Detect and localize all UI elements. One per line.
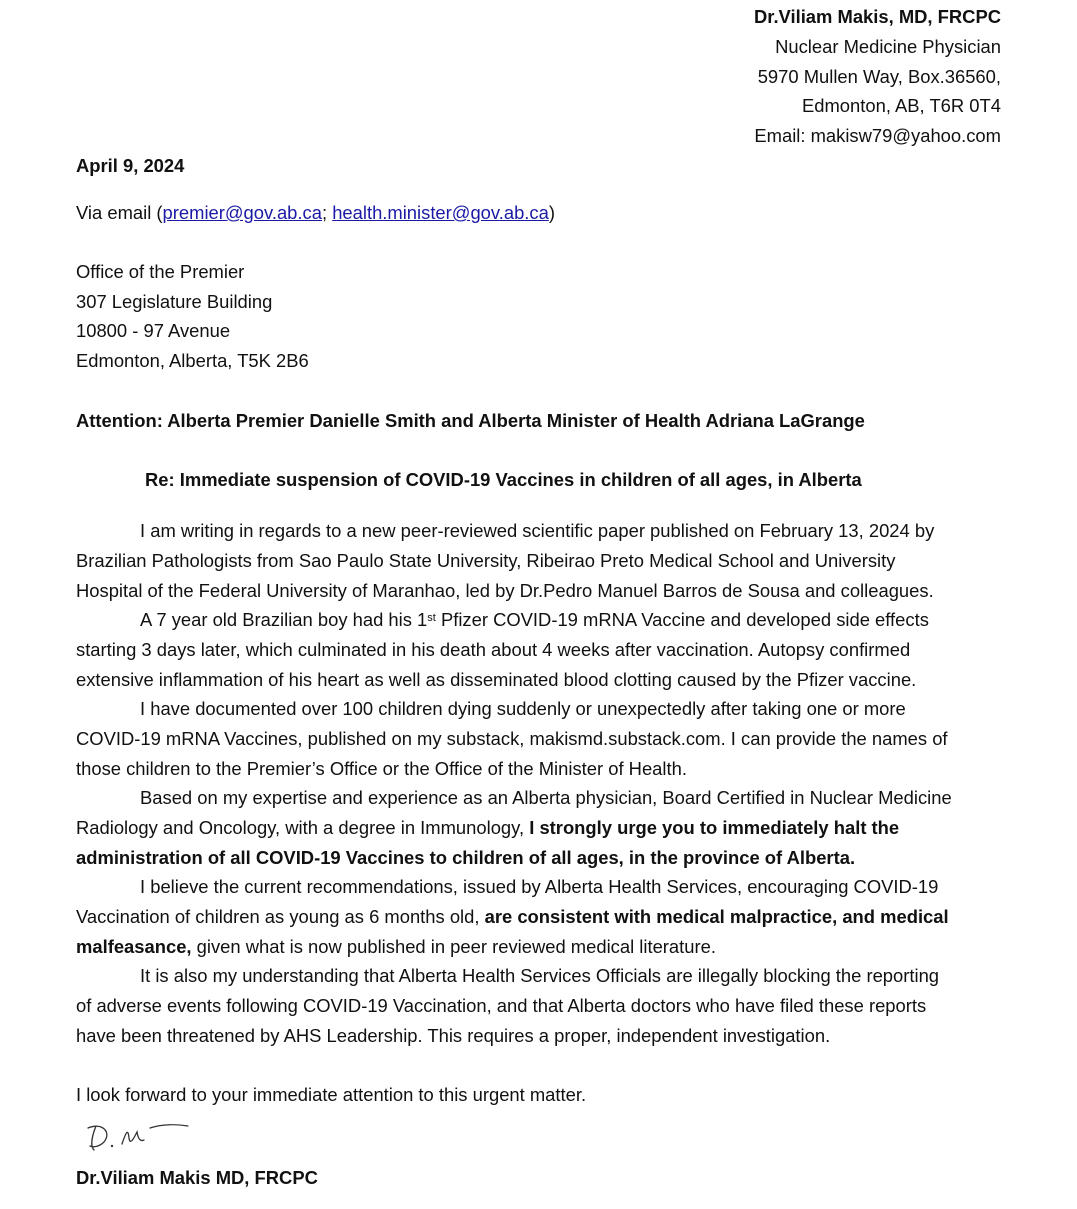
subject-line: Re: Immediate suspension of COVID-19 Vaccines in children of all ages, in Alberta (145, 469, 862, 490)
body-line: starting 3 days later, which culminated in his death about 4 weeks after vaccination. Autopsy confirmed (76, 639, 911, 660)
body-line: Based on my expertise and experience as an Alberta physician, Board Certified in Nuclear Medicine (140, 787, 952, 808)
body-line: those children to the Premier’s Office or the Office of the Minister of Health. (76, 758, 687, 779)
body-text-bold: are consistent with medical malpractice, and medical (484, 906, 949, 927)
body-line: administration of all COVID-19 Vaccines to children of all ages, in the province of Alberta. (76, 847, 856, 868)
via-email-separator: ; (321, 202, 333, 223)
body-text: Vaccination of children as young as 6 months old, (76, 906, 485, 927)
handwritten-signature (82, 1118, 192, 1158)
via-email-suffix: ) (548, 202, 555, 223)
body-line: It is also my understanding that Alberta Health Services Officials are illegally blocking the reporting (140, 965, 940, 986)
recipient-line1: Office of the Premier (76, 261, 245, 282)
recipient-line2: 307 Legislature Building (76, 291, 273, 312)
body-text: A 7 year old Brazilian boy had his 1 (140, 609, 428, 630)
body-text: Radiology and Oncology, with a degree in Immunology, (76, 817, 530, 838)
body-line: I am writing in regards to a new peer-reviewed scientific paper published on February 13, 2024 by (140, 520, 935, 541)
premier-email-link[interactable]: premier@gov.ab.ca (162, 202, 322, 223)
body-text: Pfizer COVID-19 mRNA Vaccine and developed side effects (435, 609, 929, 630)
via-email-prefix: Via email ( (76, 202, 163, 223)
superscript-text: st (427, 612, 436, 624)
letter-date: April 9, 2024 (76, 155, 185, 176)
body-line: have been threatened by AHS Leadership. This requires a proper, independent investigation. (76, 1025, 831, 1046)
body-line (76, 902, 949, 932)
body-text-bold: malfeasance, (76, 936, 192, 957)
health-minister-email-link[interactable]: health.minister@gov.ab.ca (332, 202, 549, 223)
body-line (76, 932, 716, 962)
sender-title: Nuclear Medicine Physician (775, 36, 1001, 57)
body-line: Hospital of the Federal University of Maranhao, led by Dr.Pedro Manuel Barros de Sousa and colleagues. (76, 580, 934, 601)
attention-line: Attention: Alberta Premier Danielle Smith and Alberta Minister of Health Adriana LaGrange (76, 410, 865, 431)
sender-address-line1: 5970 Mullen Way, Box.36560, (757, 66, 1001, 87)
sender-address-line2: Edmonton, AB, T6R 0T4 (801, 95, 1001, 116)
recipient-line4: Edmonton, Alberta, T5K 2B6 (76, 350, 309, 371)
body-text-bold: I strongly urge you to immediately halt the (529, 817, 900, 838)
body-line: I believe the current recommendations, issued by Alberta Health Services, encouraging COVID-19 (140, 876, 939, 897)
body-line: I have documented over 100 children dying suddenly or unexpectedly after taking one or more (140, 698, 906, 719)
signature-name: Dr.Viliam Makis MD, FRCPC (76, 1167, 318, 1188)
sender-name: Dr.Viliam Makis, MD, FRCPC (754, 6, 1001, 27)
recipient-line3: 10800 - 97 Avenue (76, 320, 231, 341)
body-line: Brazilian Pathologists from Sao Paulo State University, Ribeirao Preto Medical School and University (76, 550, 896, 571)
body-line (140, 605, 929, 635)
via-email-line (76, 202, 555, 224)
body-text: given what is now published in peer reviewed medical literature. (191, 936, 716, 957)
body-line (76, 813, 899, 843)
sender-email: Email: makisw79@yahoo.com (754, 125, 1001, 146)
body-line: extensive inflammation of his heart as well as disseminated blood clotting caused by the Pfizer vaccine. (76, 669, 917, 690)
body-line: COVID-19 mRNA Vaccines, published on my substack, makismd.substack.com. I can provide the names of (76, 728, 948, 749)
closing-line: I look forward to your immediate attention to this urgent matter. (76, 1084, 587, 1105)
body-line: of adverse events following COVID-19 Vaccination, and that Alberta doctors who have filed these reports (76, 995, 927, 1016)
